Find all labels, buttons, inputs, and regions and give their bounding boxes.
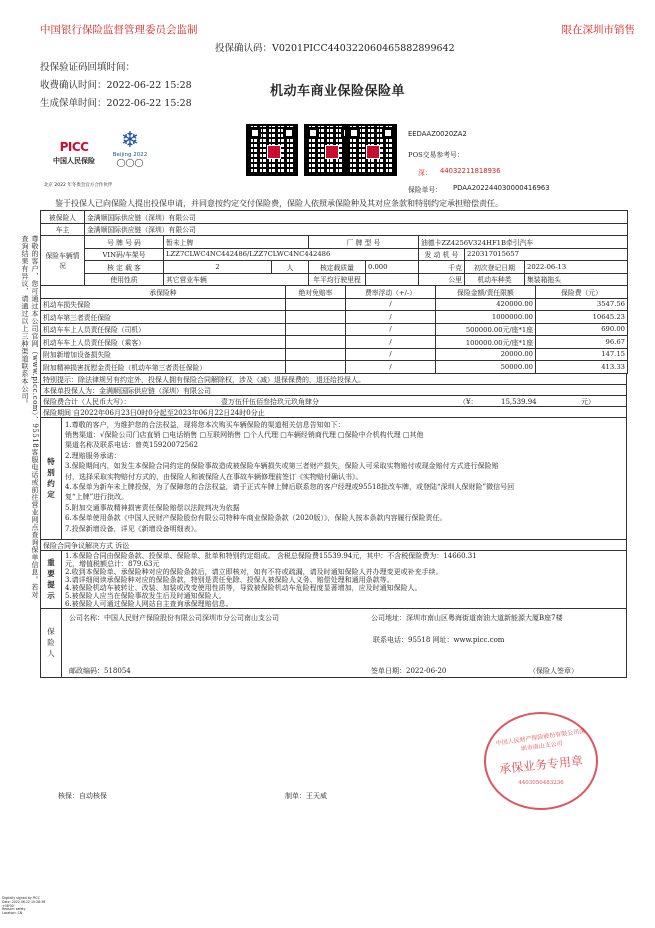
vehicle-type-value: 集装箱拖头 — [525, 273, 628, 286]
important-line: 2.收到本保险单、承保险种对应的保险条款后，请立即核对，如有不符或疏漏，请及时通知保险人并办理变更或补充手续。 — [65, 567, 443, 576]
coverage-deduct — [286, 323, 346, 336]
page-title: 机动车商业保险保险单 — [270, 84, 406, 99]
coverage-amount: 420000.00 — [436, 298, 536, 311]
special-label: 特别约定 — [47, 457, 55, 499]
coverage-amount: 500000.00元/座*1座 — [436, 323, 536, 336]
coverage-name: 机动车车上人员责任保险（司机） — [41, 323, 286, 336]
coverage-float: / — [346, 311, 436, 324]
coverage-row — [41, 323, 628, 336]
coverage-deduct — [286, 336, 346, 349]
stamp-label: （保险人签章） — [529, 666, 578, 675]
company-seal — [484, 712, 598, 810]
generated-time: 生成保单时间：2022-06-22 15:28 — [40, 98, 192, 109]
model-label: 厂 牌 型 号 — [309, 236, 419, 249]
mass-value: 0.000 — [366, 261, 419, 274]
coverage-premium: 147.15 — [536, 348, 628, 361]
mileage-unit: 公里 — [419, 273, 465, 286]
policy-number: PDAA202244030000416963 — [453, 184, 550, 192]
insurer-postcode: 邮政编码：518054 — [69, 666, 131, 675]
seal-inner-text: 承保业务专用章 — [498, 753, 584, 777]
total-label: 保险费合计（人民币大写）： — [43, 397, 131, 406]
special-line: 销售渠道：√保险公司门店直销 □电话销售 □互联网销售 □个人代理 □车辆经销商代理 □保险中介机构代理 □其他 — [65, 430, 424, 439]
supervisor-label: 中国银行保险监督管理委员会监制 — [40, 24, 198, 36]
coverage-row — [41, 298, 628, 311]
policy-table — [40, 210, 627, 678]
important-line: 3.请详细阅读承保险种对应的保险条款，特别是责任免除、投保人被保险人义务、赔偿处理和通用条款等。 — [65, 575, 394, 584]
model-value: 油德卡ZZ4256V324HF1B牵引汽车 — [419, 236, 628, 249]
reg-label: 初次登记日期 — [465, 261, 525, 274]
coverage-row — [41, 361, 628, 374]
special-line: 5.附加交通事故精神损害责任保险赔偿以法院判决为依据 — [65, 503, 240, 512]
special-line: 6.本保单使用条款《中国人民财产保险股份有限公司特种车商业保险条款（2020版）》，保险人按本条款内容履行保险责任。 — [65, 514, 447, 523]
important-line: 4.被保险机动车被转让、改装、加装或改变使用性质等，导致被保险机动车危险程度显著增加，应及时通知保险人。 — [65, 583, 422, 592]
insured-label: 被保险人 — [41, 211, 85, 224]
special-line: 4.本保单为新车未上牌投保，为了保障您的合法权益，请于正式车牌上牌后联系您的客户经理或95518批改车牌，或登陆“深圳人保财险”微信号回 — [65, 482, 515, 491]
coverage-name: 机动车第三者责任保险 — [41, 311, 286, 324]
mass-unit: 千克 — [419, 261, 465, 274]
coverage-premium: 413.33 — [536, 361, 628, 374]
coverage-deduct — [286, 361, 346, 374]
document-maker: 制单：王天威 — [285, 792, 327, 800]
owner-label: 车主 — [41, 223, 85, 236]
special-line: 渠道名称及联系电话：曾英15920072562 — [65, 441, 198, 450]
reviewer: 核保：自动核保 — [58, 792, 107, 800]
total-amount: 15,539.94 — [501, 397, 537, 406]
coverage-float: / — [346, 323, 436, 336]
important-notes — [40, 550, 627, 609]
coverage-header: 费率浮动（+/-） — [346, 286, 436, 299]
special-line: 付，选择采取实物赔付方式的，由保险人和被保险人在事故车辆修理前签订《实物赔付确认书》。 — [65, 472, 363, 481]
pos-value: 44032211818936 — [440, 167, 501, 175]
pos-label: POS交易参考号： — [408, 151, 464, 159]
confirm-code: 投保确认码：V0201PICC440322060465882899642 — [215, 43, 455, 54]
vehicle-type-label: 机动车种类 — [465, 273, 525, 286]
important-label: 重要提示 — [47, 558, 55, 600]
special-line: 7.投保新增设备，详见《新增设备明细表》。 — [65, 524, 202, 533]
coverage-row — [41, 348, 628, 361]
engine-label: 发 动 机 号 — [419, 248, 465, 261]
coverage-row — [41, 336, 628, 349]
coverage-deduct — [286, 348, 346, 361]
coverage-float: / — [346, 361, 436, 374]
coverage-premium: 3547.56 — [536, 298, 628, 311]
coverage-header: 保险金额/责任限额 — [436, 286, 536, 299]
coverage-header: 绝对免赔率 — [286, 286, 346, 299]
coverage-table — [40, 285, 628, 374]
special-notice: 特别提示：除法律规另有约定外，投保人拥有保险合同解除权，涉及（减）退保保费的，退还给投保人。 — [40, 373, 627, 385]
side-note: 尊敬的客户，您可通过本公司官网（www.picc.com）、95518客服电话或前往营业网点查询保单信息。若对查询结果有异议，请通过以上三种渠道联系本公司。 — [21, 235, 39, 599]
mileage-label: 年平均行驶里程 — [309, 273, 366, 286]
coverage-float: / — [346, 336, 436, 349]
pos-prefix: 深： — [418, 169, 432, 177]
sign-date: 签单日期：2022-06-20 — [371, 666, 447, 675]
intro-text: 鉴于投保人已向保险人提出投保申请，并同意按约定交付保险费，保险人依照承保险种及其对应条款和特别约定承担赔偿责任。 — [55, 199, 503, 208]
coverage-premium: 690.00 — [536, 323, 628, 336]
coverage-float: / — [346, 298, 436, 311]
important-line: 5.被保险人应当在保险事故发生后及时通知保险人。 — [65, 591, 226, 600]
digital-signature: Digitally signed by PICC Date: 2022.06.22 15:28:36 +08'00' Reason: safety Location: CN — [2, 896, 46, 916]
coverage-deduct — [286, 298, 346, 311]
qr-code-right[interactable] — [345, 124, 397, 176]
special-line: 复“上牌”进行批改。 — [65, 493, 129, 502]
received-time: 收费确认时间：2022-06-22 15:28 — [40, 80, 192, 91]
insurer-label: 保险人 — [47, 627, 55, 658]
coverage-deduct — [286, 311, 346, 324]
coverage-row — [41, 311, 628, 324]
coverage-header: 保险费（元） — [536, 286, 628, 299]
insurer-company: 公司名称：中国人民财产保险股份有限公司深圳市分公司南山支公司 — [69, 613, 279, 622]
insurer-block — [40, 608, 627, 678]
insurance-period: 保险期间 自2022年06月23日0时0分起至2023年06月22日24时0分止 — [40, 406, 627, 418]
coverage-amount: 100000.00元/座*1座 — [436, 336, 536, 349]
total-words: 壹万伍仟伍佰叁拾玖元玖角肆分 — [221, 397, 319, 406]
qr-code-left[interactable] — [246, 124, 298, 176]
important-line: 1.本保险合同由保险条款、投保单、保险单、批单和特别约定组成。 含税总保险费15539.94元，其中：不含税保险费为：14660.31 — [65, 551, 477, 560]
coverage-name: 附加精神损害抚慰金责任险（机动车第三者责任保险） — [41, 361, 286, 374]
olympic-logo: ❄ Beijing 2022 ◯◯◯ — [112, 128, 148, 167]
usage-value: 其它营业车辆 — [164, 273, 309, 286]
insurer-address: 公司地址：深圳市南山区粤海街道南油大道新能源大厦B座7楼 — [371, 613, 563, 622]
coverage-amount: 20000.00 — [436, 348, 536, 361]
sale-region-label: 限在深圳市销售 — [561, 24, 635, 36]
special-agreement — [40, 417, 627, 540]
doc-code: EEDAAZ0020ZA2 — [408, 130, 467, 138]
insured-value: 金满顺国际供应链（深圳）有限公司 — [85, 211, 628, 224]
vin-label: VIN码/车架号 — [85, 248, 164, 261]
usage-label: 使用性质 — [85, 273, 164, 286]
total-suffix: 元） — [581, 397, 595, 406]
dispute-line: 保险合同争议解决方式 诉讼 — [40, 539, 627, 551]
picc-logo: PICC 中国人民保险 — [53, 140, 95, 165]
coverage-name: 机动车车上人员责任保险（乘客） — [41, 336, 286, 349]
owner-value: 金满顺国际供应链（深圳）有限公司 — [85, 223, 628, 236]
partner-text: 北京 2022 年冬奥会官方合作伙伴 — [44, 183, 113, 188]
total-symbol: （¥： — [459, 397, 478, 406]
important-line: 6.被保险人可通过保险人网站自主查询承保理赔信息。 — [65, 600, 233, 609]
policy-label: 保险单号： — [408, 186, 442, 194]
reg-value: 2022-06-13 — [525, 261, 628, 274]
coverage-premium: 10645.23 — [536, 311, 628, 324]
mass-label: 核定载质量 — [309, 261, 366, 274]
seal-number: 4403050483236 — [518, 780, 564, 786]
coverage-name: 附加新增加设备损失险 — [41, 348, 286, 361]
plate-label: 号 牌 号 码 — [85, 236, 164, 249]
coverage-float: / — [346, 348, 436, 361]
verify-time: 投保验证码回填时间： — [40, 62, 136, 73]
vehicle-section-label: 保险车辆情况 — [41, 236, 85, 286]
coverage-premium: 96.67 — [536, 336, 628, 349]
insurer-phone: 联系电话：95518 网址：www.picc.com — [373, 635, 505, 644]
vin-value: LZZ7CLWC4NC442486/LZZ7CLWC4NC442486 — [164, 248, 419, 261]
seats-unit: 人 — [272, 261, 309, 274]
engine-value: 220317015657 — [465, 248, 628, 261]
seats-label: 核 定 载 客 — [85, 261, 164, 274]
special-line: 3.保险期间内，如发生本保险合同约定的保险事故造成被保险车辆损失或第三者财产损失，保险人可采取实物赔付或现金赔付方式进行保险赔 — [65, 462, 499, 471]
important-line: 元，增值税额总计：879.63元 — [65, 559, 160, 568]
special-line: 1.尊敬的客户，为维护您的合法权益，现将您本次购买车辆保险的渠道相关信息告知如下： — [65, 420, 345, 429]
seal-outer-text: 中国人民财产保险股份有限公司深圳市南山支公司 — [495, 727, 586, 753]
coverage-amount: 50000.00 — [436, 361, 536, 374]
coverage-name: 机动车损失保险 — [41, 298, 286, 311]
special-line: 2.理赔服务承诺： — [65, 451, 121, 460]
coverage-amount: 1000000.00 — [436, 311, 536, 324]
seats-value: 2 — [164, 261, 272, 274]
coverage-header: 承保险种 — [41, 286, 286, 299]
plate-value: 暂未上牌 — [164, 236, 309, 249]
applicant-line: 本保单投保人为：金满顺国际供应链（深圳）有限公司 — [40, 384, 627, 396]
total-premium-row — [40, 395, 627, 407]
